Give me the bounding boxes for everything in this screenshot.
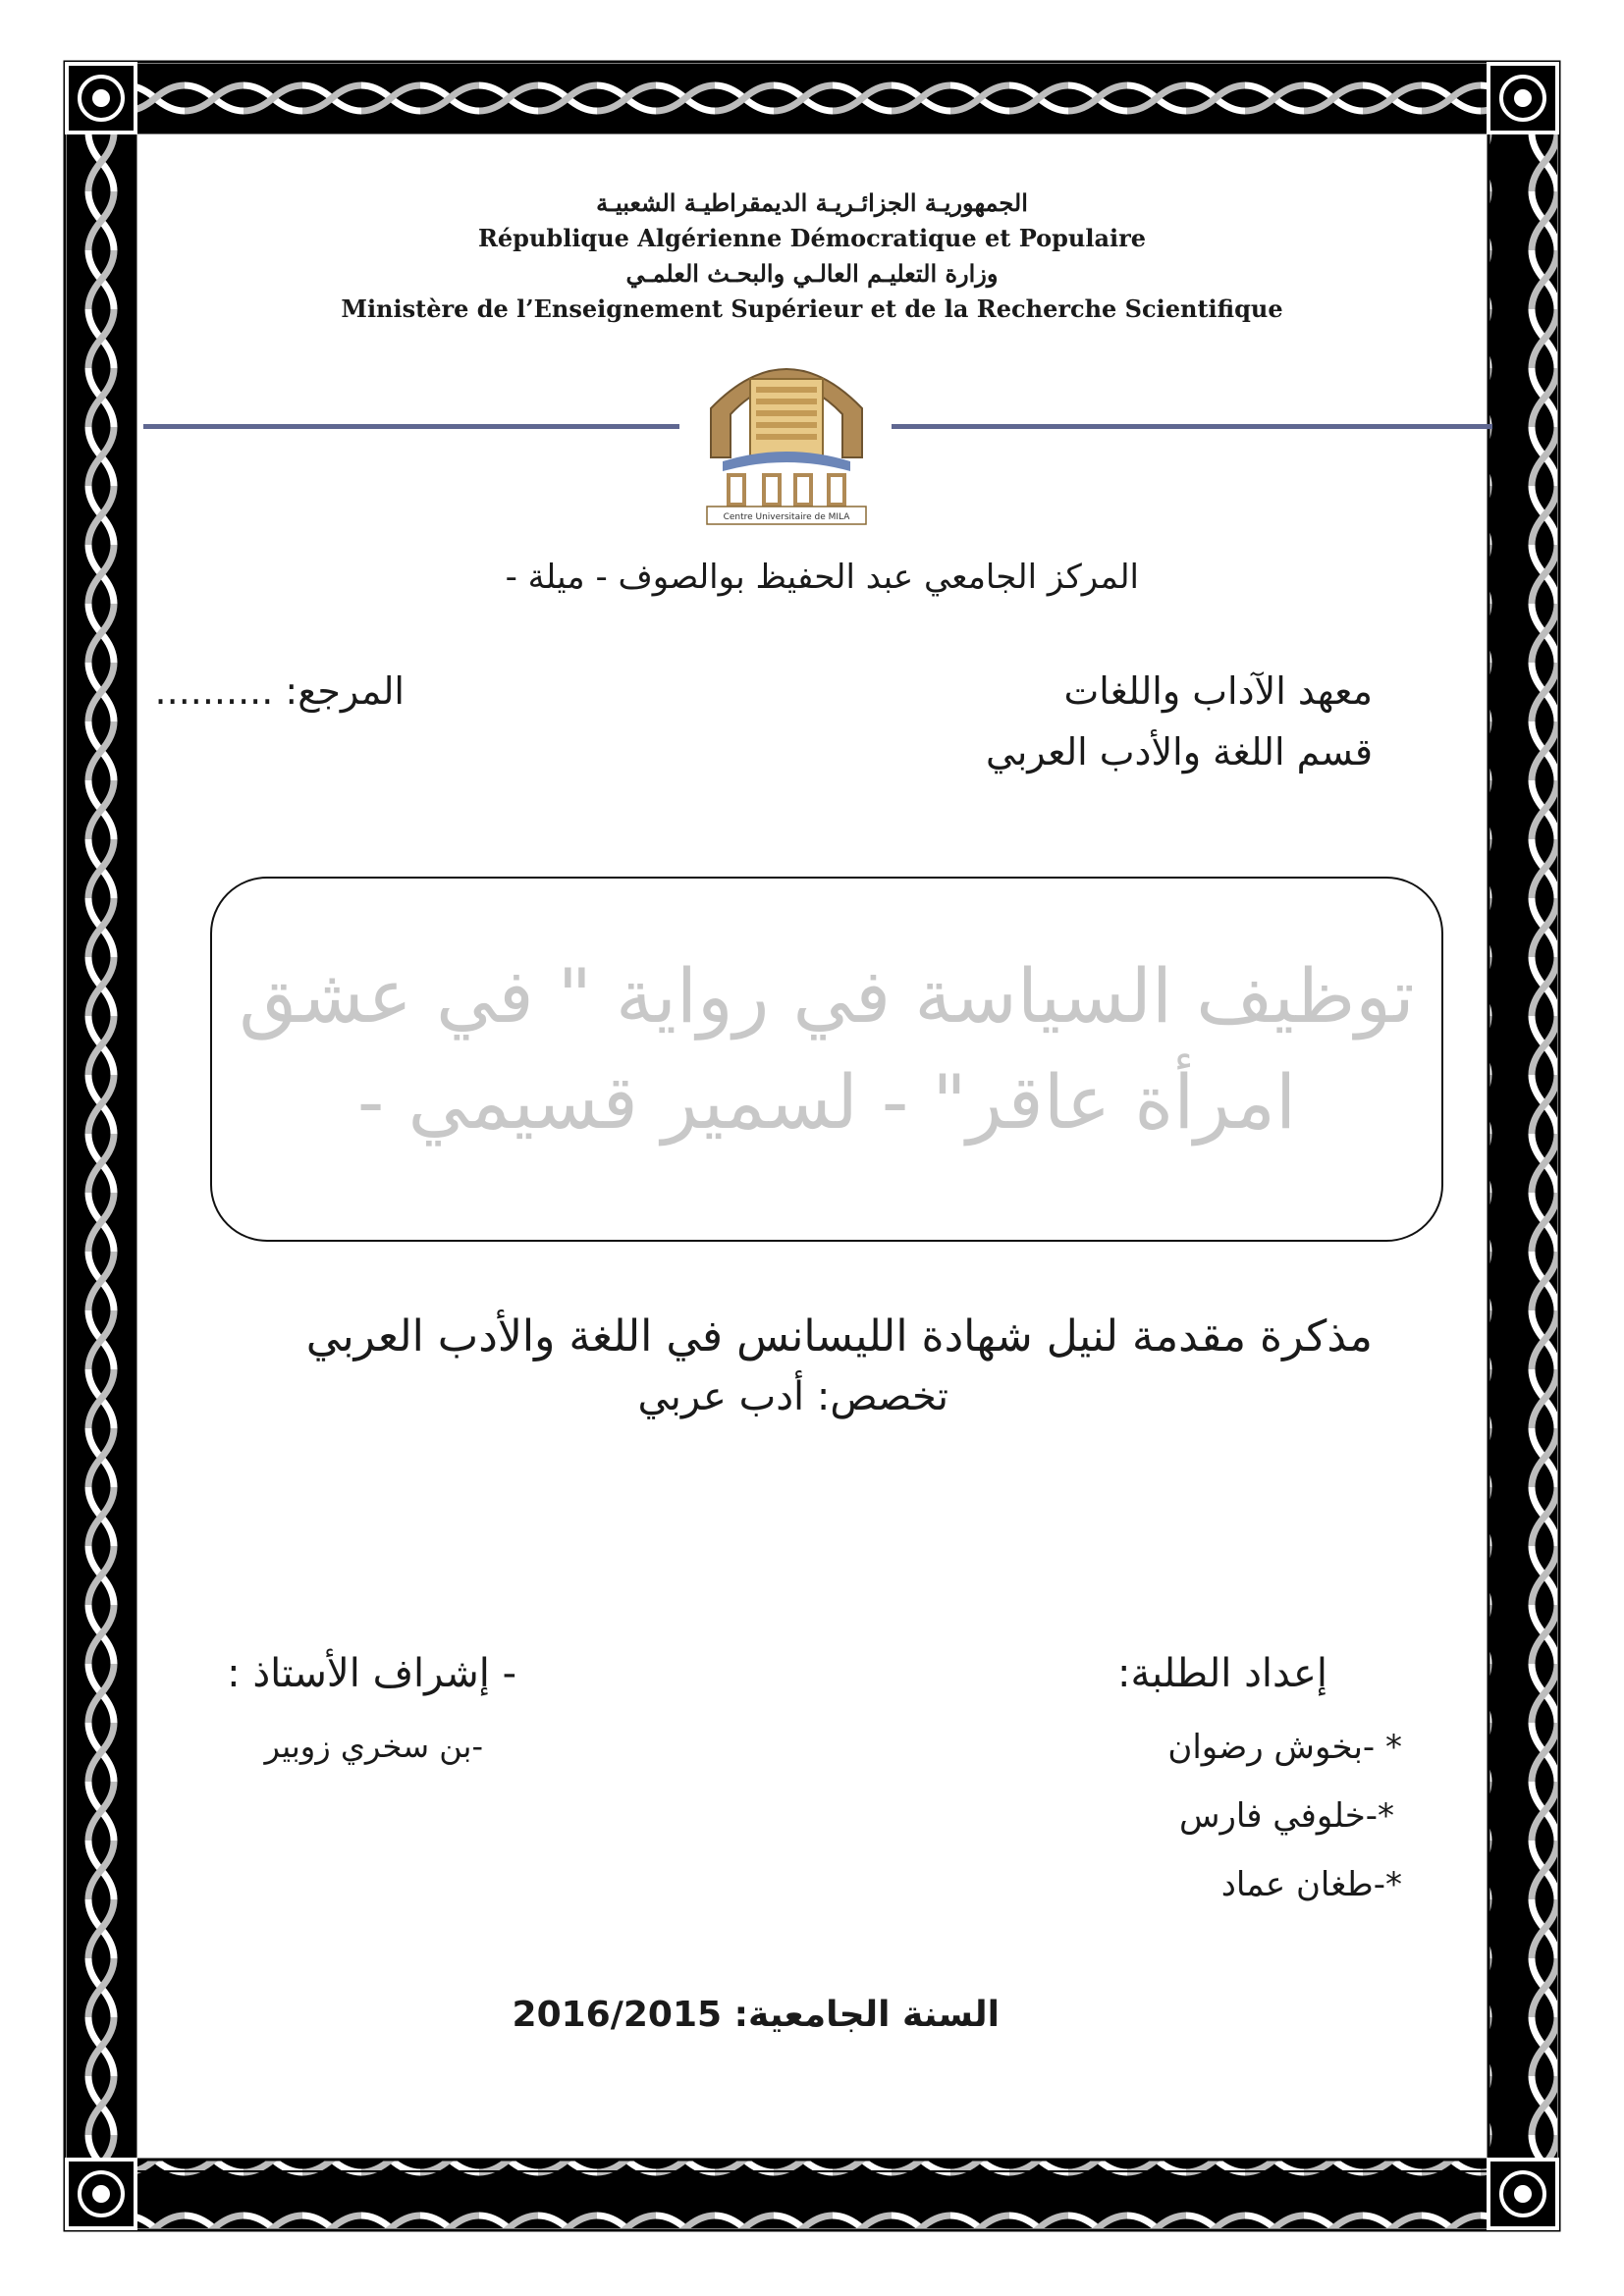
header-rule-left — [143, 424, 679, 429]
university-logo — [703, 340, 870, 526]
students-label: إعداد الطلبة: — [1117, 1651, 1327, 1696]
reference-number: المرجع: .......... — [154, 669, 405, 713]
student-name: *-طغان عماد — [1220, 1865, 1402, 1904]
republic-name-arabic: الجمهوريـة الجزائـريـة الديمقراطيـة الشعبيـة — [596, 188, 1028, 217]
header-rule-right — [892, 424, 1492, 429]
thesis-title-line-1: توظيف السياسة في رواية " في عشق — [239, 952, 1415, 1040]
student-name: *-خلوفي فارس — [1178, 1796, 1394, 1836]
supervisor-name: -بن سخري زوبير — [264, 1728, 483, 1765]
university-name: المركز الجامعي عبد الحفيظ بوالصوف - ميلة - — [505, 558, 1139, 597]
ministry-name-french: Ministère de l’Enseignement Supérieur et de la Recherche Scientifique — [341, 294, 1283, 323]
thesis-purpose: مذكرة مقدمة لنيل شهادة الليسانس في اللغة والأدب العربي — [305, 1311, 1373, 1362]
supervisor-label: - إشراف الأستاذ : — [227, 1651, 516, 1696]
thesis-specialty: تخصص: أدب عربي — [637, 1374, 948, 1419]
thesis-title-line-2: امرأة عاقر" - لسمير قسيمي - — [356, 1058, 1297, 1146]
student-name: * -بخوش رضوان — [1167, 1728, 1402, 1767]
logo-caption: Centre Universitaire de MILA — [723, 512, 850, 522]
academic-year: السنة الجامعية: 2016/2015 — [512, 1995, 1000, 2035]
institute-name: معهد الآداب واللغات — [1063, 669, 1373, 713]
department-name: قسم اللغة والأدب العربي — [986, 730, 1373, 774]
ministry-name-arabic: وزارة التعليـم العالـي والبحـث العلمـي — [625, 259, 999, 288]
republic-name-french: République Algérienne Démocratique et Populaire — [477, 224, 1147, 252]
